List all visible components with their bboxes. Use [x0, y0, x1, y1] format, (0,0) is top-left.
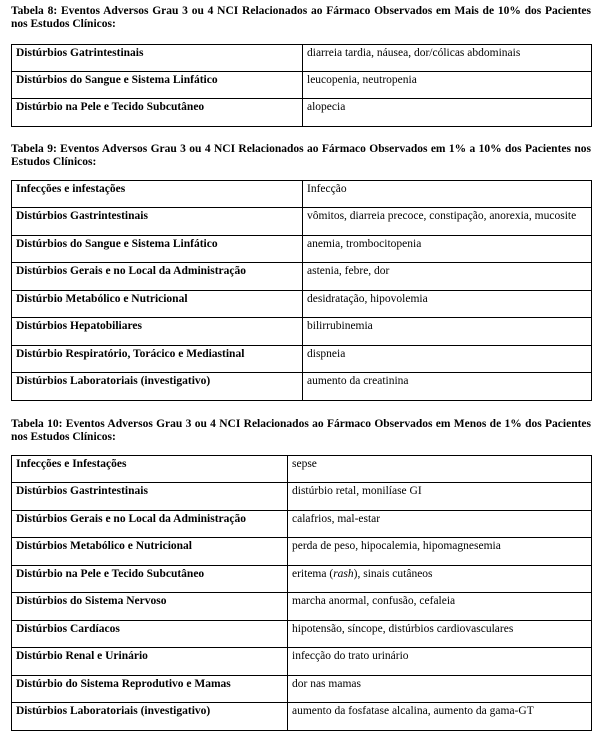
table-row — [12, 621, 592, 648]
events-cell: hipotensão, síncope, distúrbios cardiovasculares — [288, 621, 592, 648]
events-cell: vômitos, diarreia precoce, constipação, anorexia, mucosite — [303, 208, 592, 236]
table-row — [12, 538, 592, 566]
table-row — [12, 648, 592, 676]
table-row — [12, 676, 592, 703]
events-cell: distúrbio retal, monilíase GI — [288, 483, 592, 511]
category-cell: Distúrbio Respiratório, Torácico e Mediastinal — [12, 346, 303, 373]
table-row — [12, 45, 592, 72]
events-cell: leucopenia, neutropenia — [303, 72, 592, 99]
category-cell: Distúrbio na Pele e Tecido Subcutâneo — [12, 99, 303, 127]
category-cell: Distúrbios do Sangue e Sistema Linfático — [12, 72, 303, 99]
events-italic-text: rash — [333, 568, 354, 580]
table-8-caption: Tabela 8: Eventos Adversos Grau 3 ou 4 NCI Relacionados ao Fármaco Observados em Mais de 10% dos Pacientes nos Estudos Clínicos: — [11, 5, 591, 30]
category-cell: Distúrbios do Sangue e Sistema Linfático — [12, 236, 303, 263]
events-cell — [288, 566, 592, 593]
table-row — [12, 456, 592, 483]
events-cell: alopecia — [303, 99, 592, 127]
events-cell: marcha anormal, confusão, cefaleia — [288, 593, 592, 621]
table-9 — [11, 180, 592, 401]
events-cell: Infecção — [303, 181, 592, 208]
category-cell: Distúrbios do Sistema Nervoso — [12, 593, 288, 621]
category-cell: Distúrbios Gastrintestinais — [12, 483, 288, 511]
events-cell: anemia, trombocitopenia — [303, 236, 592, 263]
table-row — [12, 236, 592, 263]
events-cell: desidratação, hipovolemia — [303, 291, 592, 318]
events-cell: astenia, febre, dor — [303, 263, 592, 291]
table-row — [12, 263, 592, 291]
table-row — [12, 181, 592, 208]
events-cell: dispneia — [303, 346, 592, 373]
category-cell: Distúrbios Laboratoriais (investigativo) — [12, 703, 288, 731]
category-cell: Distúrbios Hepatobiliares — [12, 318, 303, 346]
events-cell: dor nas mamas — [288, 676, 592, 703]
table-row — [12, 511, 592, 538]
events-cell: bilirrubinemia — [303, 318, 592, 346]
category-cell: Distúrbios Gerais e no Local da Administração — [12, 263, 303, 291]
category-cell: Distúrbios Metabólico e Nutricional — [12, 538, 288, 566]
table-10 — [11, 455, 592, 731]
category-cell: Distúrbio Metabólico e Nutricional — [12, 291, 303, 318]
table-row — [12, 483, 592, 511]
table-row — [12, 593, 592, 621]
table-10-caption: Tabela 10: Eventos Adversos Grau 3 ou 4 NCI Relacionados ao Fármaco Observados em Menos de 1% dos Pacientes nos Estudos Clínicos: — [11, 418, 591, 443]
category-cell: Infecções e Infestações — [12, 456, 288, 483]
table-row — [12, 72, 592, 99]
events-cell: sepse — [288, 456, 592, 483]
category-cell: Distúrbios Gatrintestinais — [12, 45, 303, 72]
table-row — [12, 346, 592, 373]
category-cell: Distúrbio na Pele e Tecido Subcutâneo — [12, 566, 288, 593]
table-row — [12, 566, 592, 593]
events-cell: infecção do trato urinário — [288, 648, 592, 676]
category-cell: Infecções e infestações — [12, 181, 303, 208]
events-cell: diarreia tardia, náusea, dor/cólicas abdominais — [303, 45, 592, 72]
events-text: eritema ( — [292, 568, 334, 580]
category-cell: Distúrbios Gastrintestinais — [12, 208, 303, 236]
events-cell: aumento da fosfatase alcalina, aumento da gama-GT — [288, 703, 592, 731]
category-cell: Distúrbio do Sistema Reprodutivo e Mamas — [12, 676, 288, 703]
category-cell: Distúrbios Laboratoriais (investigativo) — [12, 373, 303, 401]
table-row — [12, 318, 592, 346]
events-cell: calafrios, mal-estar — [288, 511, 592, 538]
table-8 — [11, 44, 592, 127]
table-row — [12, 208, 592, 236]
events-text: ), sinais cutâneos — [353, 568, 433, 580]
category-cell: Distúrbio Renal e Urinário — [12, 648, 288, 676]
table-row — [12, 291, 592, 318]
table-row — [12, 99, 592, 127]
table-9-caption: Tabela 9: Eventos Adversos Grau 3 ou 4 NCI Relacionados ao Fármaco Observados em 1% a 10% dos Pacientes nos Estudos Clínicos: — [11, 143, 591, 168]
category-cell: Distúrbios Cardíacos — [12, 621, 288, 648]
table-row — [12, 373, 592, 401]
table-row — [12, 703, 592, 731]
events-cell: perda de peso, hipocalemia, hipomagnesemia — [288, 538, 592, 566]
category-cell: Distúrbios Gerais e no Local da Administração — [12, 511, 288, 538]
events-cell: aumento da creatinina — [303, 373, 592, 401]
